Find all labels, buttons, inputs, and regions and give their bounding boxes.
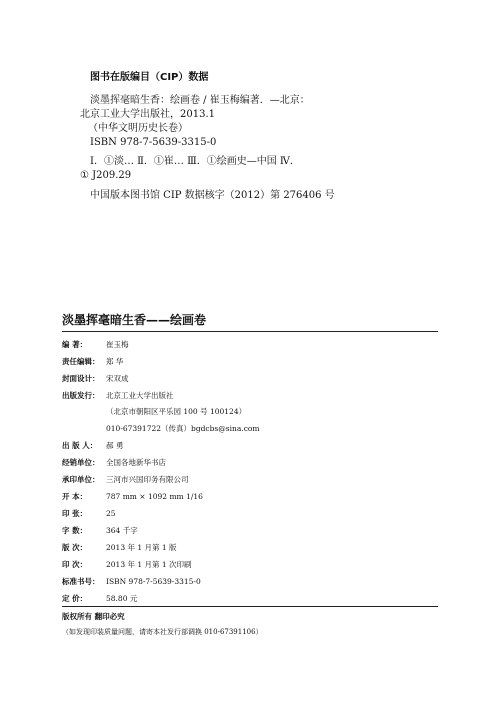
info-row-sheets [62, 508, 116, 520]
publisher-contact: 010-67391722（传真）bgdcbs@sina.com [106, 424, 260, 433]
info-row-printer [62, 474, 189, 486]
title-divider [62, 331, 438, 332]
info-row-word-count [62, 525, 138, 537]
rights-statement: 版权所有 翻印必究 [62, 612, 125, 621]
info-value: 58.80 元 [106, 594, 138, 603]
info-row-isbn [62, 576, 201, 588]
info-value: 宋双成 [106, 374, 129, 383]
info-row-distributor [62, 457, 166, 469]
cip-line: ISBN 978-7-5639-3315-0 [90, 137, 217, 148]
info-label: 责任编辑： [62, 357, 100, 366]
info-label: 印 张： [62, 509, 88, 518]
info-row-cover-design [62, 373, 129, 385]
info-value: 郝 勇 [106, 441, 124, 450]
info-row-author [62, 339, 129, 351]
info-value: 崔玉梅 [106, 340, 129, 349]
info-row-printing [62, 559, 192, 571]
info-value: 2013 年 1 月第 1 版 [106, 543, 177, 552]
info-label: 出 版 人： [62, 441, 98, 450]
info-label: 开 本： [62, 492, 88, 501]
cip-line: 中国版本图书馆 CIP 数据核字（2012）第 276406 号 [90, 190, 335, 201]
info-label: 承印单位： [62, 475, 100, 484]
info-label: 标准书号： [62, 577, 100, 586]
book-title: 淡墨挥毫暗生香——绘画卷 [62, 313, 207, 327]
info-value: ISBN 978-7-5639-3315-0 [106, 577, 201, 586]
info-row-edition [62, 542, 177, 554]
info-label: 定 价： [62, 594, 88, 603]
info-label: 出版发行： [62, 391, 100, 400]
info-label: 印 次： [62, 560, 88, 569]
info-row-publisher [62, 390, 174, 402]
info-label: 编 著： [62, 340, 88, 349]
info-value: 364 千字 [106, 526, 138, 535]
publisher-address: （北京市朝阳区平乐园 100 号 100124） [106, 407, 247, 416]
info-value: 25 [106, 509, 116, 518]
footer-divider [62, 606, 438, 607]
cip-line: 淡墨挥毫暗生香：绘画卷 / 崔玉梅编著．—北京： [90, 95, 310, 106]
cip-line: ① J209.29 [80, 170, 132, 181]
info-label: 版 次： [62, 543, 88, 552]
info-row-editor [62, 356, 123, 368]
cip-line: Ⅰ．①淡… Ⅱ．①崔… Ⅲ．①绘画史—中国 Ⅳ． [90, 156, 300, 167]
info-row-format [62, 491, 203, 503]
info-value: 全国各地新华书店 [106, 458, 166, 467]
quality-note: （如发现印装质量问题，请寄本社发行部调换 010-67391106） [62, 628, 263, 636]
info-value: 郑 华 [106, 357, 124, 366]
cip-heading: 图书在版编目（CIP）数据 [90, 72, 209, 83]
cip-line: （中华文明历史长卷） [88, 123, 188, 134]
info-value: 2013 年 1 月第 1 次印刷 [106, 560, 192, 569]
info-value: 787 mm × 1092 mm 1/16 [106, 492, 203, 501]
info-label: 封面设计： [62, 374, 100, 383]
info-row-publisher-person [62, 440, 123, 452]
info-label: 经销单位： [62, 458, 100, 467]
info-label: 字 数： [62, 526, 88, 535]
cip-line: 北京工业大学出版社，2013.1 [80, 109, 215, 120]
info-value: 三河市兴国印务有限公司 [106, 475, 189, 484]
info-value: 北京工业大学出版社 [106, 391, 174, 400]
info-row-price [62, 593, 137, 605]
